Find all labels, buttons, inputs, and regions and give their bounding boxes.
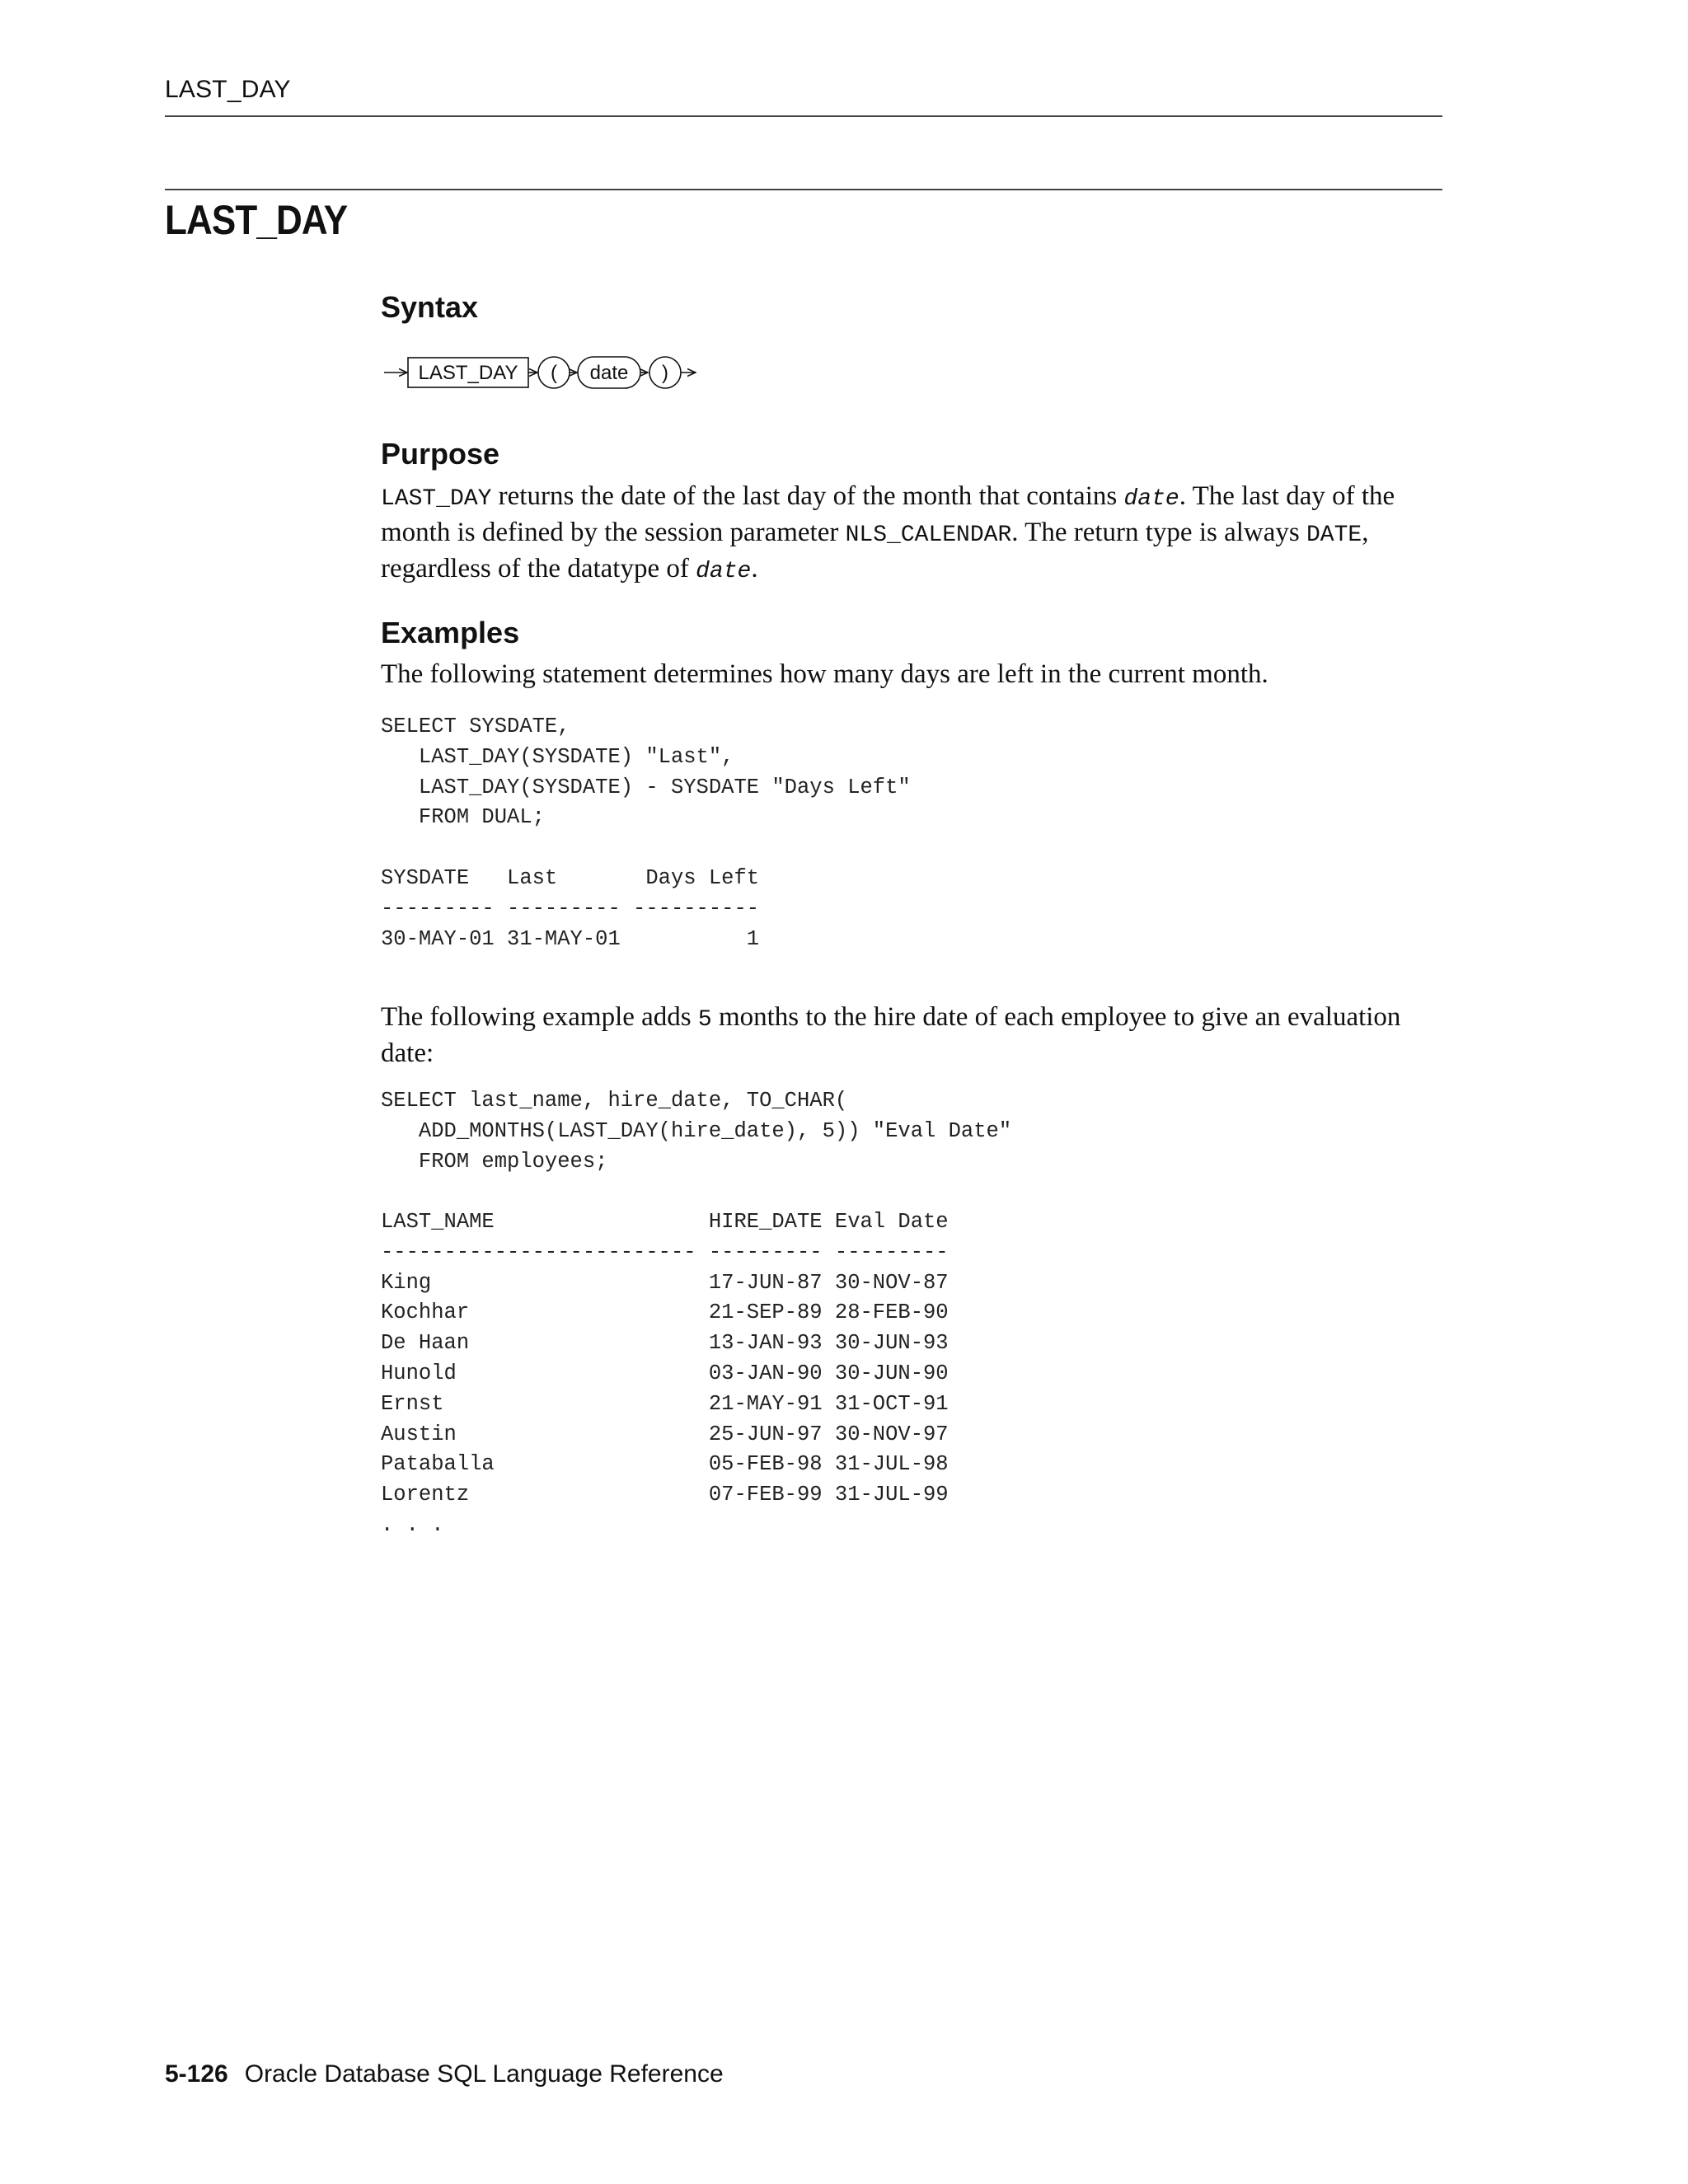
purpose-code-date-type: DATE bbox=[1306, 523, 1362, 548]
purpose-heading: Purpose bbox=[381, 437, 500, 471]
purpose-code-nls-calendar: NLS_CALENDAR bbox=[845, 523, 1012, 548]
example2-text-1: The following example adds bbox=[381, 1002, 698, 1032]
purpose-paragraph bbox=[381, 480, 1444, 588]
syntax-param: date bbox=[589, 362, 629, 384]
syntax-diagram bbox=[381, 353, 727, 394]
purpose-code-last-day: LAST_DAY bbox=[381, 486, 492, 512]
page-footer bbox=[165, 2060, 724, 2088]
purpose-text-2: . The last day of the month is defined by the session parameter bbox=[381, 481, 1395, 547]
title-rule bbox=[165, 189, 1442, 190]
purpose-code-date: date bbox=[1123, 486, 1179, 512]
syntax-close-paren: ) bbox=[662, 362, 668, 384]
examples-heading: Examples bbox=[381, 616, 520, 649]
example1-sql-code: SELECT SYSDATE, LAST_DAY(SYSDATE) "Last", LAST_DAY(SYSDATE) - SYSDATE "Days Left" FROM DUAL; bbox=[381, 715, 911, 830]
example1-intro: The following statement determines how many days are left in the current month. bbox=[381, 659, 1268, 689]
purpose-code-date-2: date bbox=[696, 559, 752, 584]
syntax-heading: Syntax bbox=[381, 290, 479, 324]
footer-book-title: Oracle Database SQL Language Reference bbox=[244, 2060, 724, 2088]
purpose-text-4: , regardless of the datatype of bbox=[381, 518, 1369, 583]
purpose-text-3: . The return type is always bbox=[1011, 518, 1306, 547]
example1-result: SYSDATE Last Days Left --------- --------- ---------- 30-MAY-01 31-MAY-01 1 bbox=[381, 866, 760, 951]
purpose-text-5: . bbox=[751, 554, 758, 583]
syntax-open-paren: ( bbox=[551, 362, 557, 384]
purpose-text-1: returns the date of the last day of the month that contains bbox=[491, 481, 1124, 511]
page-title: LAST_DAY bbox=[165, 197, 348, 243]
running-head: LAST_DAY bbox=[165, 76, 291, 103]
example2-sql-code: SELECT last_name, hire_date, TO_CHAR( ADD_MONTHS(LAST_DAY(hire_date), 5)) "Eval Date" FROM employees; bbox=[381, 1089, 1012, 1174]
syntax-keyword: LAST_DAY bbox=[418, 362, 518, 384]
example2-code-5: 5 bbox=[697, 1007, 712, 1033]
footer-page-number: 5-126 bbox=[165, 2060, 228, 2088]
example2-text-2: months to the hire date of each employee to give an evaluation date: bbox=[381, 1002, 1401, 1068]
example2-intro bbox=[381, 1001, 1444, 1070]
header-rule bbox=[165, 115, 1442, 117]
example2-result: LAST_NAME HIRE_DATE Eval Date ------------------------- --------- --------- King 17-JUN-87 30-NOV-87 Kochhar 21-SEP-89 28-FEB-90 De Haan 13-JAN-93 30-JUN-93 Hunold 03-JAN-90 30-JUN-90 Ernst 21-MAY-91 31-OCT-91 Austin 25-JUN-97 30-NOV-97 Pataballa 05-FEB-98 31-JUL-98 Lorentz 07-FEB-99 31-JUL-99 . . . bbox=[381, 1210, 949, 1537]
